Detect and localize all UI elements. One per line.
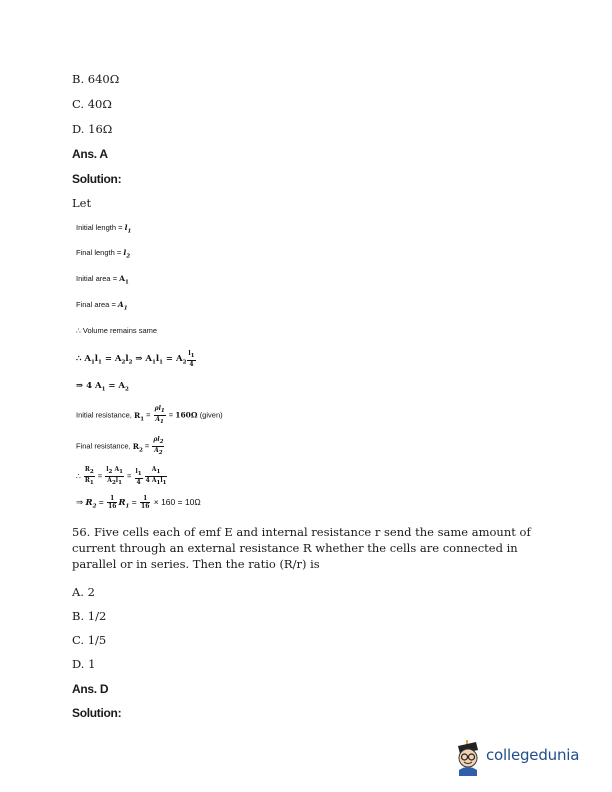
q56-solution-label: Solution: [72,706,122,720]
q56-option-c: C. 1/5 [72,633,107,647]
math-initial-area: Initial area = $A_1$ [76,274,129,286]
answer: Ans. A [72,147,108,161]
brand-name: collegedunia [486,746,580,764]
math-initial-resistance: Initial resistance, $R_1$ = $\frac{\rho l_1}{A_1}$ = 160Ω (given) [76,405,223,426]
math-final-resistance: Final resistance, $R_2$ = $\frac{\rho l_2}{A_2}$ [76,436,164,457]
question-56-text: 56. Five cells each of emf E and internal resistance r send the same amount of current through an external resistance R whether the cells are connected in parallel or in series. Then the ratio (R/r) is [72,525,531,571]
math-final-area: Final area = $A_1$ [76,300,128,312]
option-d: D. 16Ω [72,122,113,136]
math-equation-1: ∴ $A_1l_1 = A_2l_2$ ⇒ $A_1l_1 = A_2$ $\frac{l_1}{4}$ [76,350,195,369]
brand-logo [452,736,592,776]
math-initial-length: Initial length = $l_1$ [76,223,132,235]
solution-label: Solution: [72,172,122,186]
q56-answer: Ans. D [72,682,109,696]
option-c: C. 40Ω [72,97,112,111]
math-volume: ∴ Volume remains same [76,326,158,335]
math-result: ⇒ $R_2$ = $\frac{1}{16}$ $R_1$ = $\frac{1}{16}$ × 160 = 10Ω [76,495,201,510]
let-text: Let [72,196,92,210]
math-final-length: Final length = $l_2$ [76,248,131,260]
option-b: B. 640Ω [72,72,120,86]
q56-option-b: B. 1/2 [72,609,107,623]
math-equation-2: ⇒ 4 $A_1 = A_2$ [76,381,129,393]
q56-option-d: D. 1 [72,657,96,671]
mascot-icon [452,736,486,776]
math-ratio: ∴ $\frac{R_2}{R_1}$ = $\frac{l_2 A_1}{A_2l_1}$ = $\frac{l_1}{4}$ $\frac{A_1}{4 A_1l_1}$ [76,466,167,487]
q56-option-a: A. 2 [72,585,95,599]
